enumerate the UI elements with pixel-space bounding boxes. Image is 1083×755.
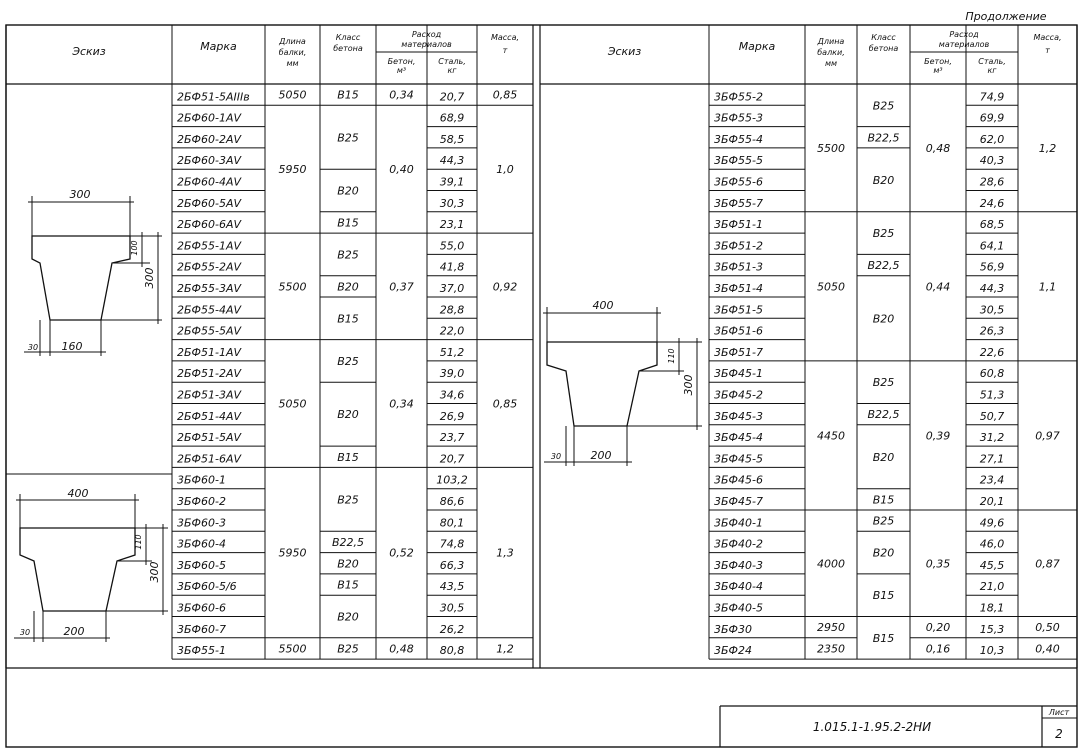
left-mark-cell: 2БФ51-1АV (177, 345, 242, 359)
left-mark-cell: 3БФ60-7 (177, 622, 226, 636)
left-steel-cell: 41,8 (439, 260, 465, 274)
right-steel-cell: 23,4 (979, 473, 1005, 487)
right-table-row (714, 239, 1004, 252)
left-length-cell: 5500 (278, 280, 307, 294)
right-mark-cell: 3БФ45-6 (714, 473, 763, 487)
left-table-row (177, 303, 464, 316)
left-steel-cell: 43,5 (439, 580, 465, 594)
right-table (540, 25, 1077, 668)
left-mark-cell: 2БФ51-4АV (177, 409, 242, 423)
left-steel-cell: 51,2 (439, 345, 465, 359)
left-steel-cell: 86,6 (439, 495, 465, 508)
right-class-cell: В25 (872, 227, 895, 241)
left-class-cell: В22,5 (331, 535, 365, 549)
sketch1-bottom: 160 (61, 340, 83, 353)
right-header-mark: Марка (738, 40, 776, 53)
left-mark-cell: 2БФ51-5АV (177, 431, 242, 445)
left-table-row (177, 112, 464, 125)
left-steel-cell: 39,0 (439, 367, 465, 381)
left-steel-cell: 26,9 (439, 409, 465, 423)
left-length-cell: 5050 (278, 88, 307, 102)
left-steel-cell: 26,2 (439, 622, 465, 636)
left-mark-cell: 2БФ55-4АV (177, 303, 242, 317)
left-class-cell: В20 (337, 408, 359, 422)
right-length-cell: 4000 (817, 557, 845, 571)
right-table-row (714, 623, 1004, 636)
sketch2-flange: 110 (134, 534, 143, 550)
left-concrete-cell: 0,34 (389, 88, 414, 102)
left-table-row (177, 644, 464, 657)
right-steel-cell: 56,9 (979, 260, 1005, 274)
sheet-frame (6, 25, 1077, 747)
right-class-cell: В25 (872, 514, 895, 528)
right-header-concrete-0: Бетон, (924, 57, 952, 66)
right-mark-cell: 3БФ45-2 (714, 388, 763, 402)
left-header-sketch: Эскиз (72, 45, 106, 58)
left-mark-cell: 3БФ60-6 (177, 601, 226, 615)
right-header-class-0: Класс (871, 33, 896, 42)
right-concrete-cell: 0,39 (925, 429, 951, 443)
right-concrete-cell: 0,20 (925, 621, 951, 635)
right-length-cell: 4450 (817, 429, 845, 443)
right-steel-cell: 46,0 (979, 537, 1005, 551)
left-table-row (177, 218, 464, 231)
sketch3-flange: 110 (667, 348, 676, 364)
left-class-cell: В15 (337, 88, 359, 102)
right-header-consumption-0: Расход (949, 30, 979, 39)
sketch3-height: 300 (682, 374, 695, 396)
right-class-cell: В20 (872, 312, 895, 326)
left-concrete-cell: 0,40 (389, 163, 414, 177)
left-steel-cell: 23,7 (439, 431, 465, 445)
right-length-cell: 5050 (817, 280, 845, 294)
left-steel-cell: 22,0 (439, 324, 465, 338)
left-mass-cell: 0,92 (492, 280, 518, 294)
left-header-length-1: балки, (278, 48, 307, 57)
left-table-row (177, 325, 464, 338)
sketch1-height: 300 (143, 267, 156, 289)
right-concrete-cell: 0,16 (925, 642, 951, 656)
left-length-cell: 5500 (278, 642, 307, 656)
right-steel-cell: 22,6 (979, 345, 1005, 359)
right-steel-cell: 45,5 (979, 558, 1005, 572)
right-class-cell: В15 (872, 589, 895, 603)
left-concrete-cell: 0,48 (389, 642, 414, 656)
right-table-row (714, 197, 1004, 210)
left-header-concrete-0: Бетон, (387, 57, 416, 66)
left-table-row (177, 535, 465, 551)
right-mark-cell: 3БФ40-3 (714, 558, 763, 572)
left-concrete-cell: 0,34 (389, 397, 414, 411)
right-mark-cell: 3БФ24 (714, 644, 753, 658)
right-class-cell: В25 (872, 99, 895, 113)
beam-sketch-2 (14, 487, 168, 642)
right-table-row (714, 90, 1004, 103)
left-header-length-2: мм (286, 59, 299, 68)
left-mark-cell: 2БФ60-2АV (177, 132, 242, 146)
left-table-row (177, 282, 464, 295)
left-header-steel-0: Сталь, (438, 57, 466, 66)
right-mark-cell: 3БФ40-1 (714, 516, 763, 530)
right-steel-cell: 31,2 (979, 431, 1005, 445)
right-header-steel-1: кг (987, 66, 997, 75)
left-table-row (177, 346, 464, 359)
left-concrete-cell: 0,37 (389, 280, 414, 294)
left-header-class-1: бетона (333, 44, 363, 53)
right-table-row (714, 452, 1004, 465)
left-steel-cell: 74,8 (439, 537, 465, 551)
right-steel-cell: 24,6 (979, 196, 1005, 210)
left-class-cell: В20 (337, 280, 359, 294)
right-steel-cell: 40,3 (979, 154, 1005, 168)
right-class-cell: В20 (872, 546, 895, 560)
right-steel-cell: 68,5 (979, 218, 1005, 232)
right-mark-cell: 3БФ30 (714, 622, 753, 636)
right-header-length-1: балки, (817, 48, 845, 57)
left-steel-cell: 30,3 (439, 196, 465, 210)
left-steel-cell: 80,8 (439, 644, 465, 658)
right-table-row (714, 602, 1004, 615)
beam-sketch-1 (24, 188, 162, 356)
left-steel-cell: 44,3 (439, 154, 465, 168)
left-steel-cell: 66,3 (439, 558, 465, 572)
right-table-row (714, 154, 1004, 167)
left-class-cell: В25 (337, 642, 359, 656)
right-steel-cell: 74,9 (979, 90, 1005, 104)
left-mark-cell: 2БФ55-3АV (177, 282, 242, 295)
right-mark-cell: 3БФ40-2 (714, 537, 763, 551)
left-table-row (177, 431, 464, 444)
right-mark-cell: 3БФ40-4 (714, 580, 763, 594)
left-table-row (177, 602, 464, 615)
right-header-concrete-1: м³ (933, 66, 943, 75)
right-mark-cell: 3БФ55-6 (714, 175, 763, 189)
left-steel-cell: 37,0 (439, 282, 465, 295)
right-mark-cell: 3БФ51-6 (714, 324, 763, 338)
left-steel-cell: 30,5 (439, 601, 465, 615)
right-steel-cell: 10,3 (979, 644, 1005, 658)
right-steel-cell: 20,1 (979, 495, 1005, 508)
sketch3-edge: 30 (550, 452, 562, 461)
right-header-mass-1: т (1045, 46, 1050, 55)
left-mass-cell: 1,2 (496, 642, 514, 656)
left-header-consumption-0: Расход (411, 30, 442, 39)
sketch1-flange: 100 (130, 240, 139, 256)
right-concrete-cell: 0,35 (925, 557, 951, 571)
left-class-cell: В15 (337, 578, 359, 592)
left-length-cell: 5950 (278, 546, 307, 560)
left-mark-cell: 2БФ55-5АV (177, 324, 242, 338)
right-class-cell: В15 (872, 631, 895, 645)
left-table-row (177, 176, 464, 189)
right-table-row (714, 516, 1004, 529)
left-table-row (177, 452, 464, 465)
sketch2-edge: 30 (19, 628, 31, 637)
left-mark-cell: 2БФ60-6АV (177, 218, 242, 232)
right-table-row (714, 173, 1005, 189)
right-class-cell: В22,5 (867, 408, 900, 422)
left-class-cell: В25 (337, 493, 359, 507)
left-mark-cell: 3БФ55-1 (177, 644, 226, 658)
right-mass-cell: 1,2 (1038, 141, 1057, 155)
left-mark-cell: 2БФ51-2АV (177, 367, 242, 381)
left-mass-cell: 0,85 (492, 397, 518, 411)
right-concrete-cell: 0,44 (925, 280, 951, 294)
left-table-row (177, 516, 464, 529)
right-steel-cell: 30,5 (979, 303, 1005, 317)
sketch1-edge: 30 (27, 343, 39, 352)
right-steel-cell: 27,1 (979, 452, 1005, 466)
right-mark-cell: 3БФ55-5 (714, 154, 763, 168)
right-mark-cell: 3БФ45-4 (714, 431, 763, 445)
right-concrete-cell: 0,48 (925, 141, 951, 155)
right-header-mass-0: Масса, (1033, 33, 1062, 42)
right-mark-cell: 3БФ51-5 (714, 303, 763, 317)
left-steel-cell: 20,7 (439, 452, 465, 466)
right-table-row (714, 580, 1004, 593)
right-table-row (714, 644, 1004, 657)
sheet-label: Лист (1048, 708, 1070, 717)
left-table-row (177, 495, 464, 508)
left-table-row (177, 197, 464, 210)
right-class-cell: В22,5 (867, 131, 900, 145)
right-mark-cell: 3БФ45-7 (714, 495, 763, 508)
left-header-consumption-1: материалов (401, 40, 452, 49)
left-class-cell: В15 (337, 312, 359, 326)
left-steel-cell: 80,1 (439, 516, 465, 530)
left-mark-cell: 2БФ60-4АV (177, 175, 242, 189)
left-table-row (177, 623, 464, 636)
right-mark-cell: 3БФ51-3 (714, 260, 763, 274)
right-header-length-2: мм (824, 59, 838, 68)
sketch2-width: 400 (67, 487, 89, 500)
left-header-steel-1: кг (447, 66, 457, 75)
left-header-length-0: Длина (279, 37, 306, 46)
right-steel-cell: 26,3 (979, 324, 1005, 338)
sketch3-width: 400 (592, 299, 614, 312)
right-class-cell: В15 (872, 493, 895, 507)
right-steel-cell: 28,6 (979, 175, 1005, 189)
right-steel-cell: 21,0 (979, 580, 1005, 594)
sketch2-height: 300 (148, 561, 161, 583)
right-length-cell: 5500 (817, 141, 845, 155)
right-header-class-1: бетона (868, 44, 899, 53)
right-mark-cell: 3БФ55-3 (714, 111, 763, 125)
right-steel-cell: 18,1 (979, 601, 1005, 615)
right-mark-cell: 3БФ51-4 (714, 282, 763, 295)
left-class-cell: В25 (337, 131, 359, 145)
right-steel-cell: 64,1 (979, 239, 1005, 253)
right-class-cell: В25 (872, 376, 895, 390)
left-header-mass-1: т (502, 46, 508, 55)
right-mark-cell: 3БФ45-5 (714, 452, 763, 466)
sketch3-bottom: 200 (590, 449, 612, 462)
left-mark-cell: 3БФ60-5/6 (177, 580, 237, 594)
left-class-cell: В15 (337, 450, 359, 464)
left-mark-cell: 3БФ60-3 (177, 516, 226, 530)
right-mark-cell: 3БФ51-7 (714, 345, 763, 359)
left-steel-cell: 68,9 (439, 111, 465, 125)
left-table-row (177, 239, 464, 252)
sketch1-width: 300 (69, 188, 91, 201)
right-mark-cell: 3БФ55-7 (714, 196, 763, 210)
right-steel-cell: 62,0 (979, 132, 1005, 146)
left-header-concrete-1: м³ (396, 66, 407, 75)
left-table-row (177, 389, 464, 402)
left-mark-cell: 3БФ60-4 (177, 537, 226, 551)
right-mark-cell: 3БФ45-1 (714, 367, 763, 381)
right-mark-cell: 3БФ40-5 (714, 601, 763, 615)
right-mark-cell: 3БФ55-4 (714, 132, 763, 146)
left-table-row (177, 154, 464, 167)
left-mark-cell: 2БФ55-1АV (177, 239, 242, 253)
left-concrete-cell: 0,52 (389, 546, 414, 560)
right-mark-cell: 3БФ51-2 (714, 239, 763, 253)
right-mark-cell: 3БФ55-2 (714, 90, 763, 104)
left-steel-cell: 58,5 (439, 132, 465, 146)
beam-sketch-3 (543, 299, 702, 466)
right-class-cell: В20 (872, 173, 895, 187)
left-steel-cell: 39,1 (439, 175, 465, 189)
right-table-row (714, 346, 1004, 359)
right-class-cell: В22,5 (867, 259, 900, 273)
right-table-row (714, 559, 1004, 572)
left-mark-cell: 2БФ51-5АIIIв (177, 90, 250, 104)
left-mark-cell: 2БФ51-3АV (177, 388, 242, 402)
title-block (6, 668, 1077, 747)
left-table-row (177, 474, 468, 487)
left-header-mass-0: Масса, (490, 33, 520, 42)
right-mass-cell: 0,87 (1035, 557, 1060, 571)
right-table-row (714, 282, 1004, 295)
right-steel-cell: 50,7 (979, 409, 1005, 423)
sketch2-bottom: 200 (63, 625, 85, 638)
right-header-length-0: Длина (817, 37, 845, 46)
continuation-label: Продолжение (965, 10, 1047, 23)
right-table-row (714, 133, 1004, 146)
left-mark-cell: 3БФ60-2 (177, 495, 226, 508)
left-table-row (177, 261, 464, 274)
left-class-cell: В20 (337, 557, 359, 571)
right-mass-cell: 0,97 (1035, 429, 1060, 443)
right-table-row (714, 218, 1004, 231)
left-mark-cell: 2БФ55-2АV (177, 260, 242, 274)
left-steel-cell: 34,6 (439, 388, 465, 402)
left-table-row (177, 559, 464, 572)
left-table-row (177, 367, 464, 380)
right-header-sketch: Эскиз (607, 45, 642, 58)
right-table-row (714, 261, 1004, 274)
right-steel-cell: 51,3 (979, 388, 1005, 402)
right-header-steel-0: Сталь, (978, 57, 1006, 66)
left-mark-cell: 2БФ60-3АV (177, 154, 242, 168)
left-mark-cell: 2БФ51-6АV (177, 452, 242, 466)
left-length-cell: 5050 (278, 397, 307, 411)
right-mass-cell: 1,1 (1038, 280, 1057, 294)
left-table-row (177, 90, 464, 103)
right-table-row (714, 495, 1004, 508)
right-table-row (714, 303, 1004, 316)
right-table-row (714, 431, 1004, 444)
right-steel-cell: 49,6 (979, 516, 1005, 530)
left-table-row (177, 133, 464, 146)
right-mark-cell: 3БФ45-3 (714, 409, 763, 423)
left-class-cell: В20 (337, 184, 359, 198)
left-class-cell: В15 (337, 216, 359, 230)
right-steel-cell: 69,9 (979, 111, 1005, 125)
left-mass-cell: 1,3 (496, 546, 514, 560)
document-code: 1.015.1-1.95.2-2НИ (812, 720, 932, 734)
right-table-row (714, 410, 1004, 423)
left-mass-cell: 1,0 (496, 163, 514, 177)
left-steel-cell: 23,1 (439, 218, 465, 232)
left-table-row (177, 580, 464, 593)
right-mass-cell: 0,50 (1035, 621, 1060, 635)
left-class-cell: В25 (337, 354, 359, 368)
right-table-row (714, 325, 1004, 338)
right-steel-cell: 15,3 (979, 622, 1005, 636)
right-header-consumption-1: материалов (938, 40, 990, 49)
left-table-row (177, 410, 464, 423)
right-table-row (714, 474, 1004, 487)
right-mass-cell: 0,40 (1035, 642, 1060, 656)
left-steel-cell: 20,7 (439, 90, 465, 104)
right-mark-cell: 3БФ51-1 (714, 218, 763, 232)
left-steel-cell: 55,0 (439, 239, 465, 253)
left-mark-cell: 3БФ60-1 (177, 473, 226, 487)
right-table-row (714, 367, 1004, 380)
right-steel-cell: 60,8 (979, 367, 1005, 381)
left-steel-cell: 28,8 (439, 303, 465, 317)
left-class-cell: В25 (337, 248, 359, 262)
left-mark-cell: 2БФ60-5АV (177, 196, 242, 210)
left-header-class-0: Класс (335, 33, 361, 42)
right-table-row (714, 389, 1004, 402)
left-mark-cell: 3БФ60-5 (177, 558, 226, 572)
left-mark-cell: 2БФ60-1АV (177, 111, 242, 125)
left-table (6, 25, 533, 668)
right-table-row (714, 112, 1004, 125)
left-mass-cell: 0,85 (492, 88, 518, 102)
left-header-mark: Марка (200, 40, 237, 53)
right-table-row (714, 538, 1004, 551)
right-class-cell: В20 (872, 450, 895, 464)
right-length-cell: 2350 (817, 642, 845, 656)
sheet-number: 2 (1055, 727, 1063, 741)
right-length-cell: 2950 (817, 621, 845, 635)
left-class-cell: В20 (337, 610, 359, 624)
left-steel-cell: 103,2 (436, 473, 468, 487)
right-steel-cell: 44,3 (979, 282, 1005, 295)
left-length-cell: 5950 (278, 163, 307, 177)
